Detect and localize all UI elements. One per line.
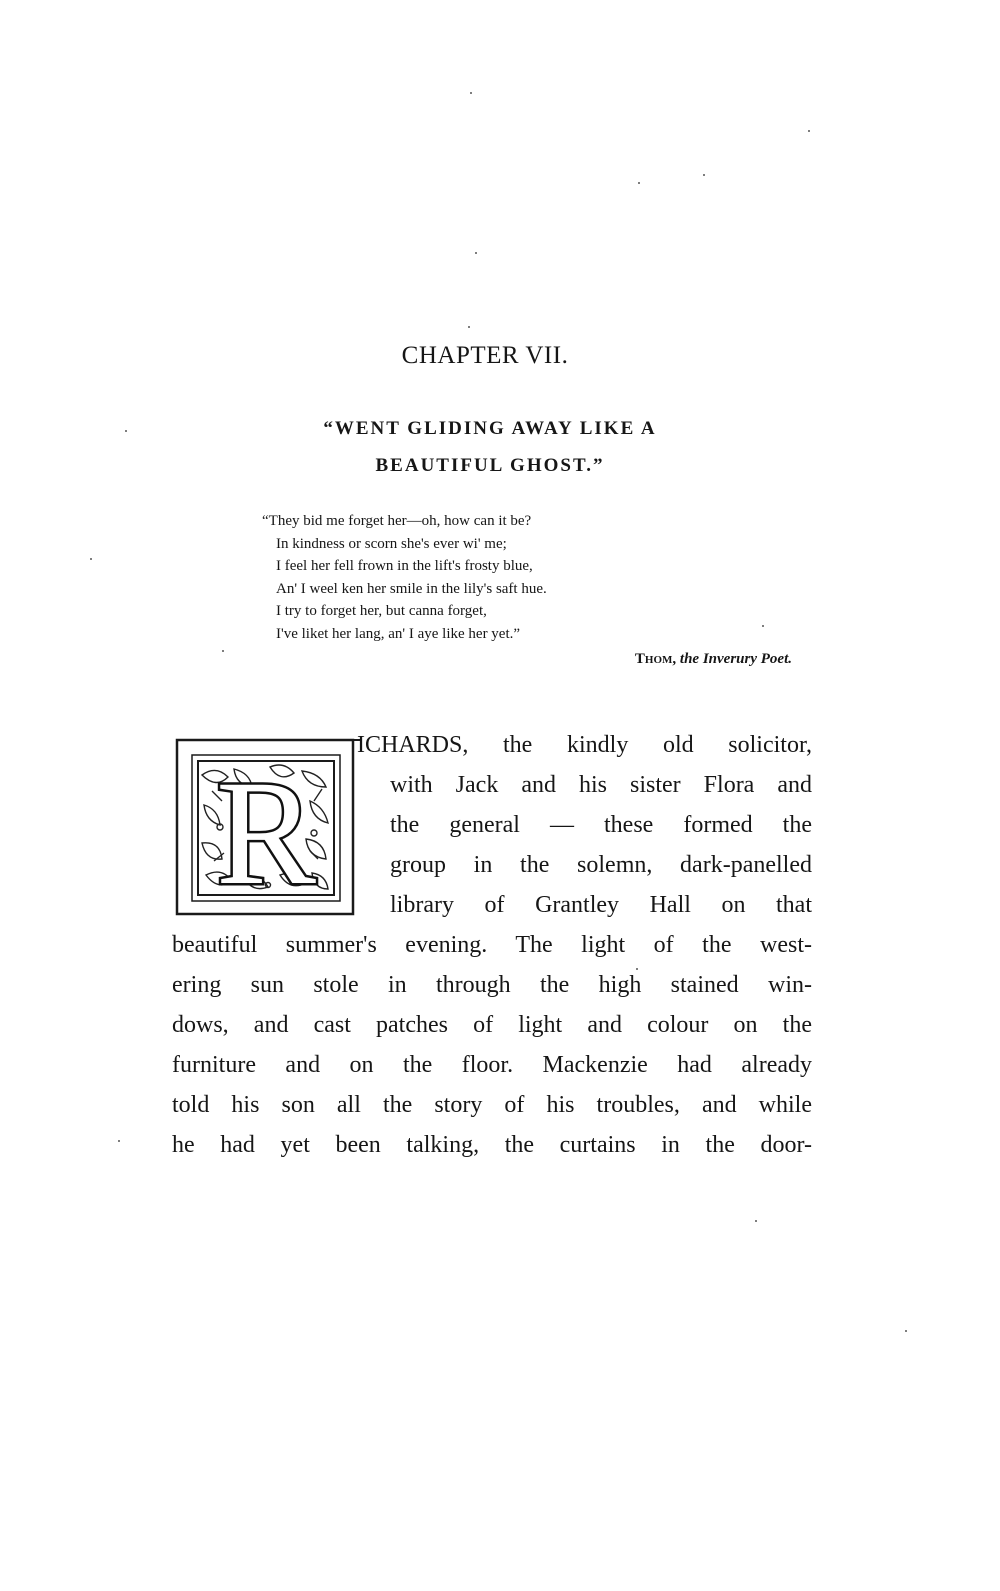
body-line: furniture and on the floor. Mackenzie had already <box>172 1052 812 1078</box>
epigraph-line: In kindness or scorn she's ever wi' me; <box>276 535 507 552</box>
chapter-subtitle-line: BEAUTIFUL GHOST.” <box>375 455 605 476</box>
drop-cap-letter: R <box>215 750 317 916</box>
scan-speck <box>468 326 470 328</box>
epigraph-line: I feel her fell frown in the lift's frosty blue, <box>276 558 533 574</box>
chapter-subtitle-line: “WENT GLIDING AWAY LIKE A <box>323 418 657 439</box>
drop-cap-frame <box>172 735 360 919</box>
body-line: beautiful summer's evening. The light of the west- <box>172 932 812 958</box>
epigraph-attribution <box>262 648 822 671</box>
epigraph-line: I've liket her lang, an' I aye like her yet.” <box>276 625 521 642</box>
scan-speck <box>808 130 810 132</box>
scan-speck <box>905 1330 907 1332</box>
chapter-title: CHAPTER VII. <box>401 342 569 369</box>
scan-speck <box>703 174 705 176</box>
scan-speck <box>755 1220 757 1222</box>
scan-speck <box>222 650 224 652</box>
body-line: told his son all the story of his troubles, and while <box>172 1092 812 1118</box>
epigraph-author: Thom, <box>634 651 677 667</box>
scan-speck <box>638 182 640 184</box>
epigraph-work: the Inverury Poet. <box>679 651 792 667</box>
epigraph-line: I try to forget her, but canna forget, <box>276 603 487 619</box>
drop-cap-ornament <box>172 735 360 919</box>
body-line: library of Grantley Hall on that <box>390 892 812 918</box>
body-line: dows, and cast patches of light and colour on the <box>172 1012 812 1038</box>
body-line: group in the solemn, dark-panelled <box>390 852 812 878</box>
scan-speck <box>470 92 472 94</box>
body-line: the general — these formed the <box>390 812 812 838</box>
scan-speck <box>118 1140 120 1142</box>
chapter-subtitle <box>0 410 980 484</box>
body-line: with Jack and his sister Flora and <box>390 772 812 798</box>
body-line: he had yet been talking, the curtains in the door- <box>172 1132 812 1158</box>
epigraph-line: “They bid me forget her—oh, how can it be? <box>262 513 532 529</box>
scan-speck <box>90 558 92 560</box>
scan-speck <box>475 252 477 254</box>
epigraph <box>262 510 822 671</box>
scan-speck <box>636 968 638 970</box>
body-line: ICHARDS, the kindly old solicitor, <box>357 732 812 758</box>
epigraph-line: An' I weel ken her smile in the lily's saft hue. <box>276 580 547 597</box>
body-line: ering sun stole in through the high stained win- <box>172 972 812 998</box>
